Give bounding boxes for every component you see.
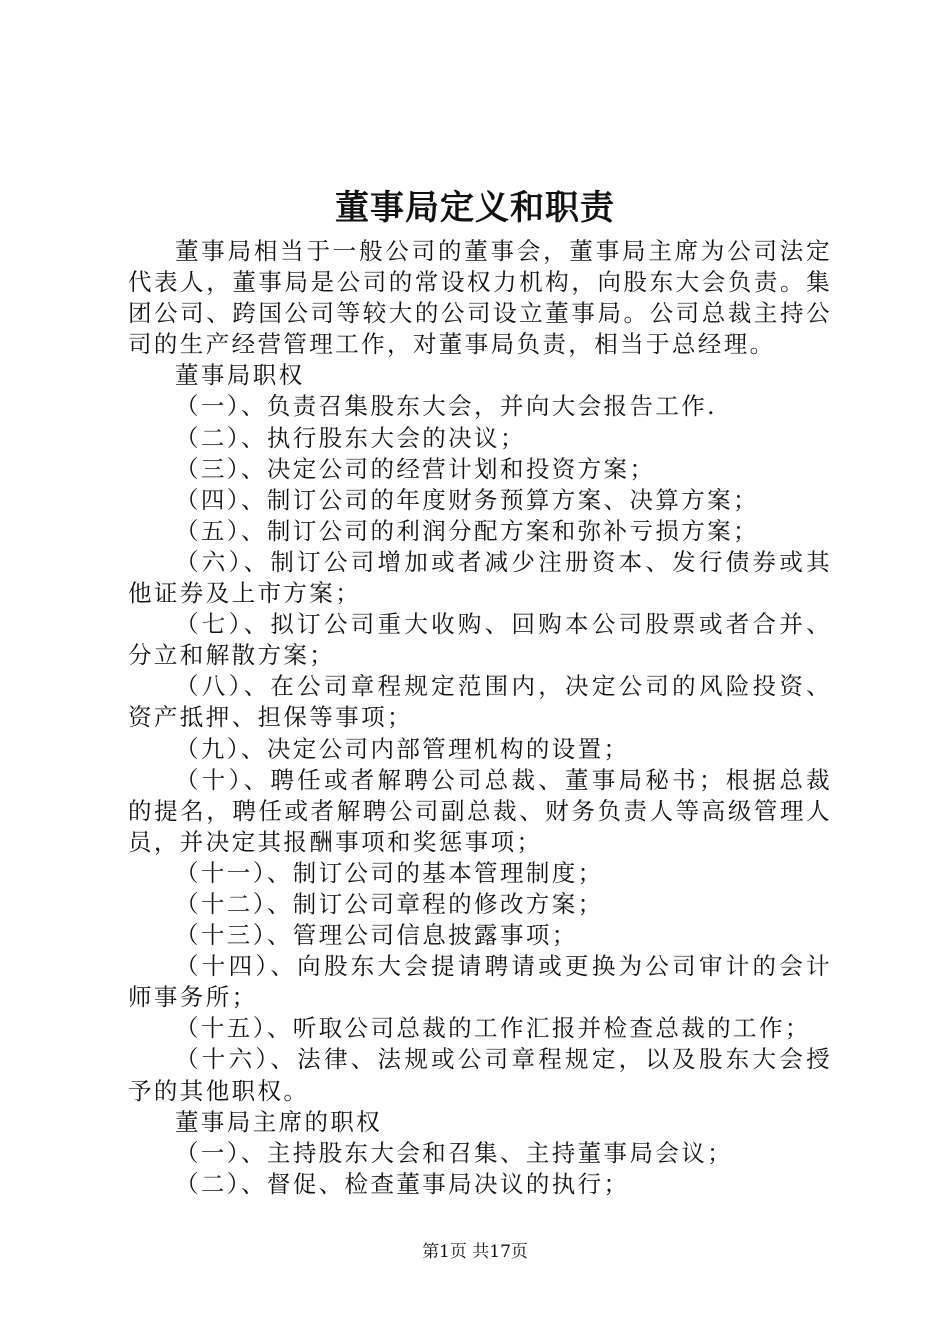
list-item: （六）、制订公司增加或者减少注册资本、发行债券或其他证券及上市方案； [128,547,832,608]
list-item: （十六）、法律、法规或公司章程规定，以及股东大会授予的其他职权。 [128,1045,832,1105]
list-item: （十）、聘任或者解聘公司总裁、董事局秘书；根据总裁的提名，聘任或者解聘公司副总裁、财务负责人等高级管理人员，并决定其报酬事项和奖惩事项； [128,765,832,856]
list-item: （四）、制订公司的年度财务预算方案、决算方案； [175,485,759,514]
list-item: （一）、负责召集股东大会，并向大会报告工作. [175,392,718,421]
list-item: （十二）、制订公司章程的修改方案； [175,889,604,918]
list-item: （九）、决定公司内部管理机构的设置； [175,734,630,763]
page-number-footer: 第1页 共17页 [422,1242,528,1262]
list-item: （一）、主持股东大会和召集、主持董事局会议； [175,1138,734,1167]
list-item: （二）、执行股东大会的决议； [175,423,526,452]
heading-board-powers: 董事局职权 [175,361,305,390]
list-item: （十五）、听取公司总裁的工作汇报并检查总裁的工作； [175,1014,811,1043]
list-item: （五）、制订公司的利润分配方案和弥补亏损方案； [175,516,759,545]
list-item: （七）、拟订公司重大收购、回购本公司股票或者合并、分立和解散方案； [128,610,832,670]
document-body [128,236,832,1200]
list-item: （八）、在公司章程规定范围内，决定公司的风险投资、资产抵押、担保等事项； [128,672,832,732]
document-title: 董事局定义和职责 [335,188,615,228]
heading-chairman-powers: 董事局主席的职权 [175,1107,383,1136]
paragraph-intro: 董事局相当于一般公司的董事会，董事局主席为公司法定代表人，董事局是公司的常设权力机构，向股东大会负责。集团公司、跨国公司等较大的公司设立董事局。公司总裁主持公司的生产经营管理工作，对董事局负责，相当于总经理。 [128,237,832,359]
list-item: （三）、决定公司的经营计划和投资方案； [175,454,656,483]
list-item: （十四）、向股东大会提请聘请或更换为公司审计的会计师事务所； [128,952,832,1012]
list-item: （二）、督促、检查董事局决议的执行； [175,1169,630,1198]
list-item: （十一）、制订公司的基本管理制度； [175,858,604,887]
list-item: （十三）、管理公司信息披露事项； [175,921,578,950]
